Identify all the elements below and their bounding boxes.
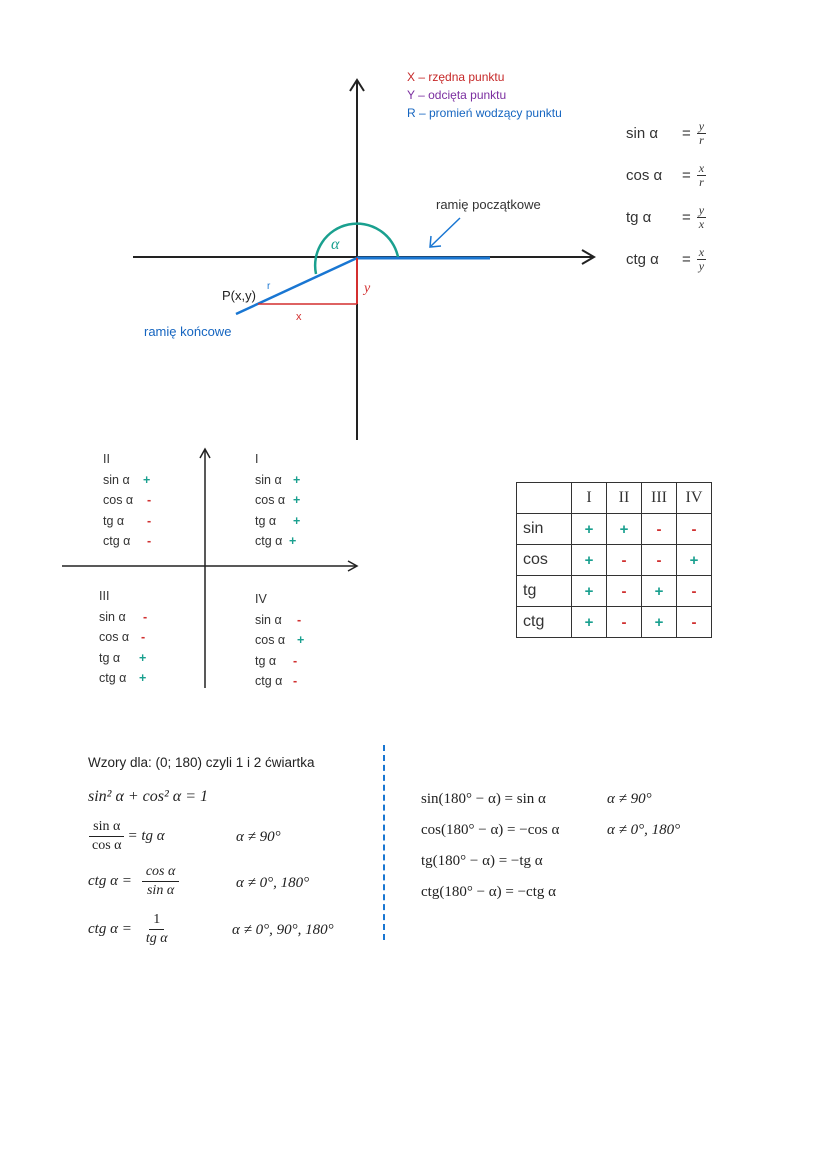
quadrant-row: ctg α + [255,534,297,548]
table-row-header: tg [517,576,572,607]
quadrant-row: cos α + [255,493,301,507]
def-cos: cos α = $\frac{x}{r}$ [626,160,705,189]
definitions [626,112,706,280]
formula-ctg1-lhs: ctg α = [88,873,132,889]
table-row-header: cos [517,545,572,576]
table-cell: + [572,607,607,638]
def-sin-fraction: $\frac{y}{r}$ [698,118,705,147]
table-col-header: I [572,483,607,514]
table-cell: - [642,514,677,545]
table-cell: - [607,576,642,607]
def-ctg: ctg α = $\frac{x}{y}$ [626,244,705,273]
formula-tg-fraction: $\frac{\text{sin α}}{\text{cos α}}$ [88,818,126,855]
table-col-header: II [607,483,642,514]
legend-r: R – promień wodzący punktu [407,106,562,120]
quadrant-row: sin α + [103,472,151,487]
legend-y: Y – odcięta punktu [407,88,507,102]
quadrant-II [103,449,151,552]
reduction-cos-condition: α ≠ 0°, 180° [607,822,681,838]
quadrant-axes [0,440,400,700]
table-cell: - [677,576,712,607]
quadrant-row: tg α - [255,653,298,668]
quadrant-I [255,449,300,552]
table-cell: + [572,576,607,607]
table-cell: + [642,576,677,607]
legend-x: X – rzędna punktu [407,70,505,84]
formula-ctg2-fraction: $\frac{1}{\text{tg α}}$ [145,912,168,946]
reduction-ctg: ctg(180° − α) = −ctg α [421,884,556,900]
formula-ctg2-lhs: ctg α = [88,921,132,937]
formula-ctg2-condition: α ≠ 0°, 90°, 180° [232,922,334,938]
table-row [517,607,712,638]
reduction-tg: tg(180° − α) = −tg α [421,853,543,869]
formula-ctg1-condition: α ≠ 0°, 180° [236,875,310,891]
quadrant-row: cos α - [103,493,152,507]
table-cell: + [572,514,607,545]
table-row-header: ctg [517,607,572,638]
def-ctg-fraction: $\frac{x}{y}$ [698,244,705,273]
def-cos-fraction: $\frac{x}{r}$ [698,160,705,189]
quadrant-row: tg α + [255,513,301,528]
quadrant-row: ctg α - [103,534,152,548]
table-col-header: IV [677,483,712,514]
formula-ctg1 [88,863,179,900]
quadrant-row: sin α - [99,609,148,624]
table-cell: - [642,545,677,576]
point-label: P(x,y) [222,288,256,303]
quadrant-IV [255,589,304,692]
quadrant-title: III [99,589,110,603]
formulas-heading: Wzory dla: (0; 180) czyli 1 i 2 ćwiartka [88,755,315,770]
quadrant-row: cos α + [255,633,305,647]
label-r: r [267,281,271,292]
formula-ctg2 [88,911,172,948]
table-col-header: III [642,483,677,514]
table-row [517,545,712,576]
quadrant-title: II [103,452,110,466]
pointer-arrow [431,218,460,246]
quadrant-row: tg α + [99,650,147,665]
table-corner [517,483,572,514]
formula-tg [88,818,165,855]
label-y: y [364,281,371,296]
table-cell: + [642,607,677,638]
def-tg-fraction: $\frac{y}{x}$ [698,202,705,231]
table-row [517,514,712,545]
quadrant-title: IV [255,592,267,606]
table-row-header: sin [517,514,572,545]
table-cell: - [607,607,642,638]
reduction-cos: cos(180° − α) = −cos α [421,822,560,838]
quadrant-row: sin α - [255,612,302,627]
dashed-divider [383,745,385,940]
initial-arm-label: ramię początkowe [436,197,541,212]
quadrant-row: tg α - [103,513,152,528]
table-cell: + [607,514,642,545]
table-row [517,576,712,607]
sign-table [516,482,712,638]
formula-ctg1-fraction: $\frac{\text{cos α}}{\text{sin α}}$ [142,863,180,900]
reduction-sin: sin(180° − α) = sin α [421,791,546,807]
table-header-row [517,483,712,514]
table-cell: - [677,607,712,638]
def-tg: tg α = $\frac{y}{x}$ [626,202,705,231]
table-cell: - [677,514,712,545]
quadrant-row: ctg α - [255,674,298,688]
quadrant-row: ctg α + [99,671,147,685]
angle-symbol: α [331,236,340,253]
table-cell: + [572,545,607,576]
label-x: x [296,311,302,323]
quadrant-title: I [255,452,259,466]
table-cell: - [607,545,642,576]
terminal-arm [236,258,357,314]
pythagorean-identity: sin² α + cos² α = 1 [88,788,208,805]
table-cell: + [677,545,712,576]
def-sin: sin α = $\frac{y}{r}$ [626,118,705,147]
quadrant-III [99,586,147,689]
quadrant-row: cos α - [99,630,146,644]
reduction-sin-condition: α ≠ 90° [607,791,652,807]
terminal-arm-label: ramię końcowe [144,324,232,339]
formula-tg-condition: α ≠ 90° [236,829,281,845]
formula-tg-rhs: = tg α [127,828,165,844]
quadrant-row: sin α + [255,472,301,487]
